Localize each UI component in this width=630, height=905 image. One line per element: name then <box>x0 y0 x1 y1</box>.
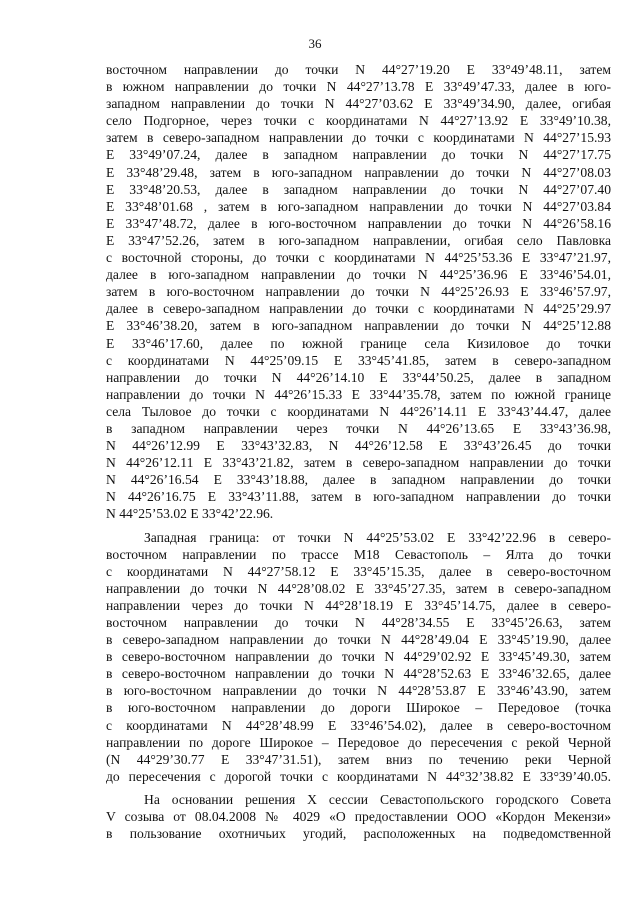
text-line: E 33°46’38.20, затем в юго-западном направлении до точки N 44°25’12.88 <box>106 318 611 334</box>
text-line: E 33°49’07.24, далее в западном направлении до точки N 44°27’17.75 <box>106 147 611 163</box>
text-line: с координатами N 44°27’58.12 E 33°45’15.35, далее в северо-восточном <box>106 563 611 579</box>
paragraph-eastern-boundary <box>106 61 611 523</box>
text-line: E 33°48’01.68 , затем в юго-западном направлении до точки N 44°27’03.84 <box>106 198 611 214</box>
text-line: восточном направлении по трассе М18 Севастополь – Ялта до точки <box>106 546 611 562</box>
text-line: направлении до точки N 44°26’14.10 E 33°44’50.25, далее в западном <box>106 369 611 385</box>
text-line: направлении до точки N 44°28’08.02 E 33°45’27.35, затем в северо-западном <box>106 580 611 596</box>
text-line: N 44°26’16.75 E 33°43’11.88, затем в юго-западном направлении до точки <box>106 489 611 505</box>
text-line: в северо-западном направлении до точки N 44°28’49.04 E 33°45’19.90, далее <box>106 632 611 648</box>
text-line: западном направлении до точки N 44°27’03.62 E 33°49’34.90, далее, огибая <box>106 96 611 112</box>
text-line: в северо-восточном направлении до точки N 44°29’02.92 E 33°45’49.30, затем <box>106 649 611 665</box>
text-line: в пользование охотничьих угодий, расположенных на подведомственной <box>106 826 611 842</box>
text-line: до пересечения с дорогой точки с координатами N 44°32’38.82 E 33°39’40.05. <box>106 768 611 784</box>
text-line: Западная граница: от точки N 44°25’53.02 E 33°42’22.96 в северо- <box>144 529 611 545</box>
text-line: в юго-восточном направлении до дороги Широкое – Передовое (точка <box>106 700 611 716</box>
text-line: с координатами N 44°28’48.99 E 33°46’54.02), далее в северо-восточном <box>106 717 611 733</box>
text-line: N 44°26’12.99 E 33°43’32.83, N 44°26’12.58 E 33°43’26.45 до точки <box>106 438 611 454</box>
text-line: E 33°47’52.26, затем в юго-западном направлении, огибая село Павловка <box>106 232 611 248</box>
text-line: направлении по дороге Широкое – Передовое до пересечения с рекой Черной <box>106 734 611 750</box>
text-line: (N 44°29’30.77 E 33°47’31.51), затем вниз по течению реки Черной <box>106 751 611 767</box>
text-line: E 33°48’29.48, затем в юго-западном направлении до точки N 44°27’08.03 <box>106 164 611 180</box>
text-line: в юго-восточном направлении до точки N 44°28’53.87 E 33°46’43.90, затем <box>106 683 611 699</box>
text-line: E 33°47’48.72, далее в юго-восточном направлении до точки N 44°26’58.16 <box>106 215 611 231</box>
text-line: села Тыловое до точки с координатами N 44°26’14.11 E 33°43’44.47, далее <box>106 403 611 419</box>
page-number: 36 <box>308 36 322 51</box>
text-line: в северо-восточном направлении до точки N 44°28’52.63 E 33°46’32.65, далее <box>106 666 611 682</box>
text-line: затем в юго-восточном направлении до точки N 44°25’26.93 E 33°46’57.97, <box>106 284 611 300</box>
text-line: восточном направлении до точки N 44°27’19.20 E 33°49’48.11, затем <box>106 62 611 77</box>
text-line: N 44°25’53.02 E 33°42’22.96. <box>106 506 274 522</box>
paragraph-western-boundary <box>106 529 611 785</box>
text-line: в южном направлении до точки N 44°27’13.78 E 33°49’47.33, далее в юго- <box>106 79 611 95</box>
text-line: N 44°26’16.54 E 33°43’18.88, далее в западном направлении до точки <box>106 472 611 488</box>
text-line: N 44°26’12.11 E 33°43’21.82, затем в северо-западном направлении до точки <box>106 455 611 471</box>
text-line: V созыва от 08.04.2008 № 4029 «О предоставлении ООО «Кордон Мекензи» <box>106 809 611 825</box>
text-line: далее в северо-западном направлении до точки с координатами N 44°25’29.97 <box>106 301 611 317</box>
text-line: направлении до точки N 44°26’15.33 E 33°44’35.78, затем по южной границе <box>106 386 611 402</box>
text-line: направлении через до точки N 44°28’18.19 E 33°45’14.75, далее в северо- <box>106 597 611 613</box>
text-line: E 33°48’20.53, далее в западном направлении до точки N 44°27’07.40 <box>106 181 611 197</box>
text-line: село Подгорное, через точки с координатами N 44°27’13.92 E 33°49’10.38, <box>106 113 611 129</box>
text-line: восточном направлении до точки N 44°28’34.55 E 33°45’26.63, затем <box>106 615 611 630</box>
document-body <box>106 61 611 842</box>
text-line: в западном направлении через точки N 44°26’13.65 E 33°43’36.98, <box>106 420 611 436</box>
text-line: E 33°46’17.60, далее по южной границе села Кизиловое до точки <box>106 335 611 351</box>
text-line: На основании решения Х сессии Севастопольского городского Совета <box>144 791 611 807</box>
paragraph-basis <box>106 791 611 842</box>
text-line: далее в юго-западном направлении до точки N 44°25’36.96 E 33°46’54.01, <box>106 267 611 283</box>
text-line: с координатами N 44°25’09.15 E 33°45’41.85, затем в северо-западном <box>106 352 611 368</box>
text-line: затем в северо-западном направлении до точки с координатами N 44°27’15.93 <box>106 130 611 146</box>
text-line: с восточной стороны, до точки с координатами N 44°25’53.36 E 33°47’21.97, <box>106 250 611 266</box>
